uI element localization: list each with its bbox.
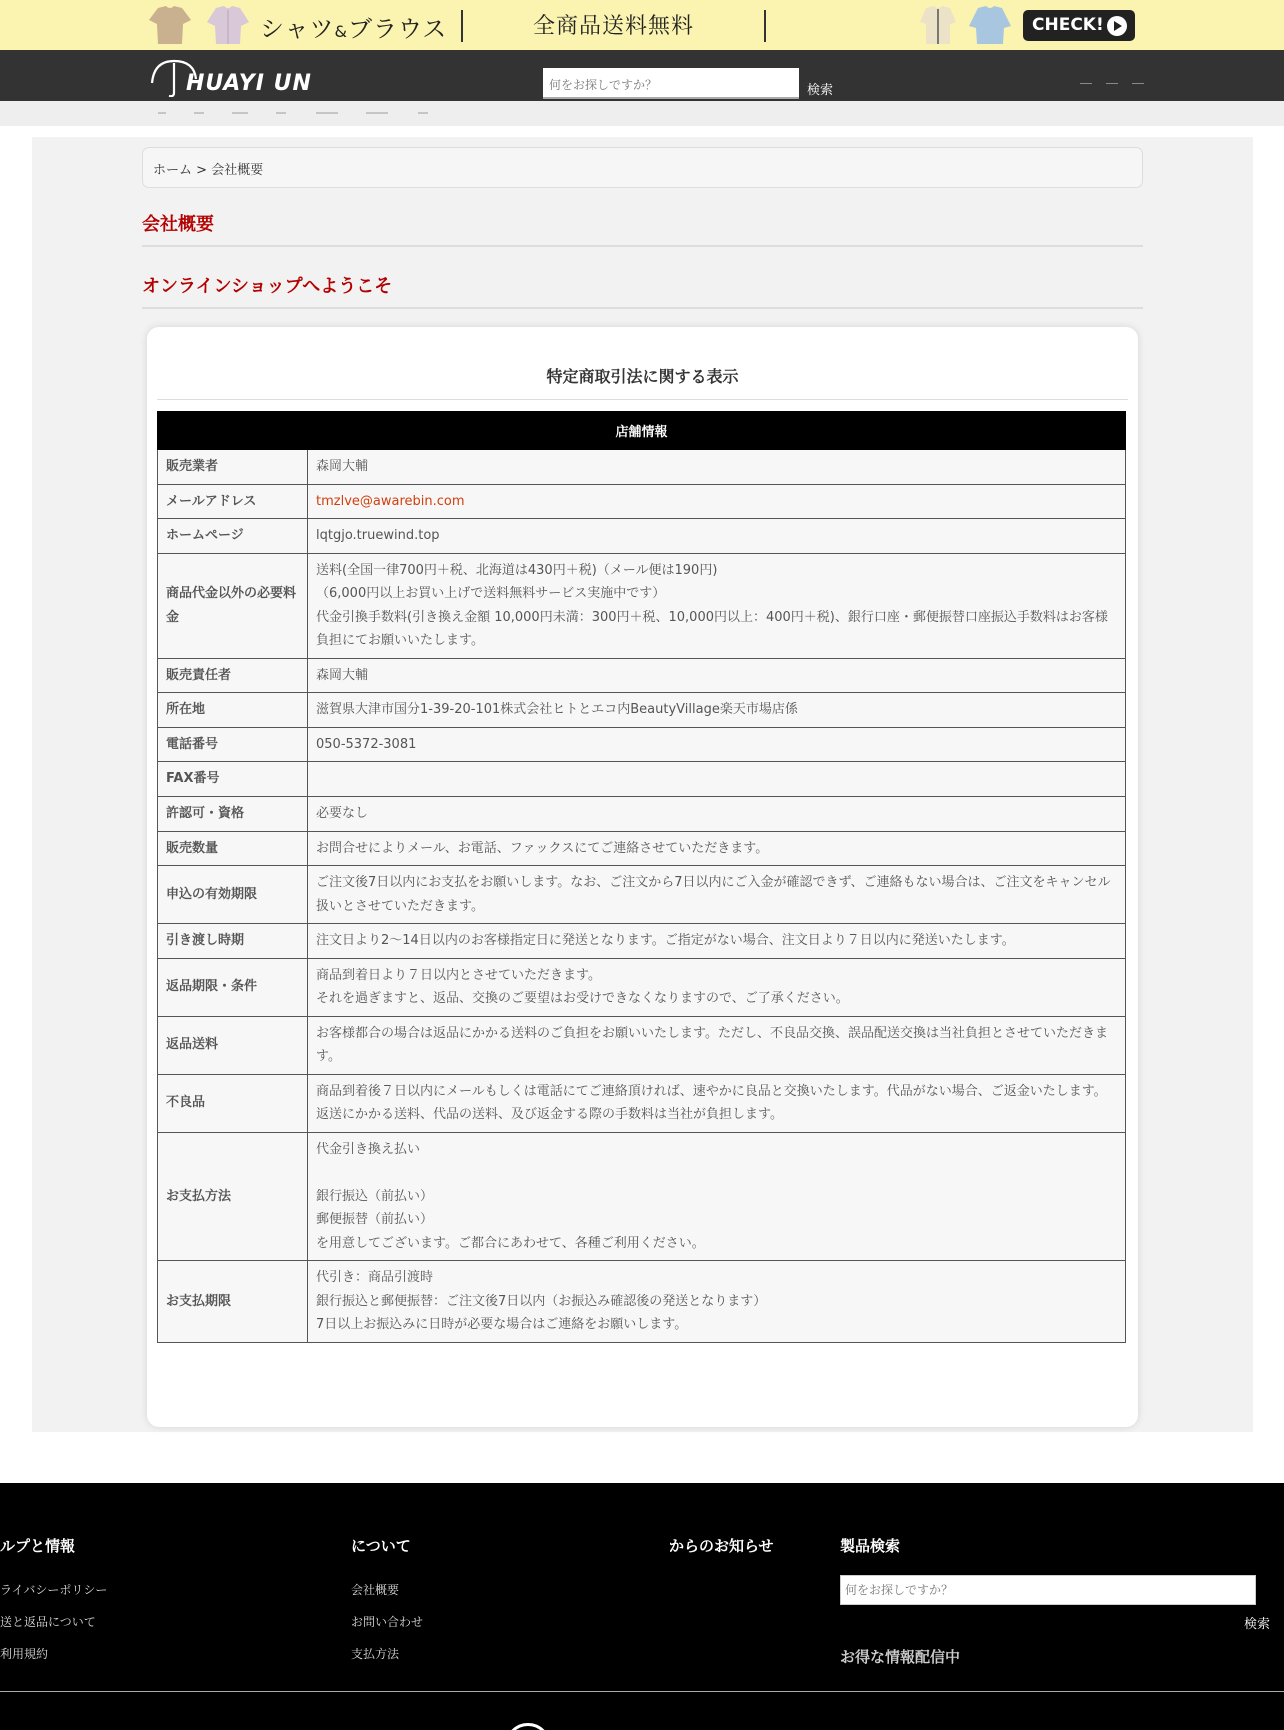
row-value [308,762,1126,797]
row-value [308,831,1126,866]
row-value [308,1016,1126,1074]
legal-notice-card [147,327,1138,1427]
nav-item[interactable] [194,112,204,114]
newsletter-heading: お得な情報配信中 [840,1648,961,1666]
table-row [158,924,1126,959]
value-line: 7日以上お振込みに日時が必要な場合はご連絡をお願いします。 [316,1317,688,1332]
footer-search-input[interactable] [840,1575,1256,1605]
value-line: 必要なし [316,806,369,821]
row-value [308,450,1126,485]
row-label: メールアドレス [158,484,308,519]
row-value [308,519,1126,554]
footer-about-title: について [351,1537,411,1555]
footer-search-title: 製品検索 [840,1537,901,1555]
footer-link-shipping-returns[interactable]: 送と返品について [0,1615,96,1629]
row-value [308,797,1126,832]
main-nav [0,101,1284,126]
table-row [158,831,1126,866]
footer-link-contact[interactable]: お問い合わせ [351,1615,424,1629]
shirt-image [148,4,192,46]
row-label: 返品期限・条件 [158,958,308,1016]
value-line: それを過ぎますと、返品、交換のご要望はお受けできなくなりますので、ご了承ください。 [316,991,849,1006]
row-label: 電話番号 [158,727,308,762]
table-row [158,658,1126,693]
row-label: FAX番号 [158,762,308,797]
row-value [308,1074,1126,1132]
nav-item[interactable] [316,112,338,114]
row-value [308,924,1126,959]
row-value [308,484,1126,519]
table-row [158,958,1126,1016]
value-line: 銀行振込（前払い） [316,1188,434,1204]
table-row [158,866,1126,924]
row-value [308,866,1126,924]
table-row [158,762,1126,797]
email-link[interactable]: tmzlve@awarebin.com [316,493,465,509]
value-line: 滋賀県大津市国分1-39-20-101株式会社ヒトとエコ内BeautyVillage楽天市場店係 [316,702,798,717]
card-title: 特定商取引法に関する表示 [546,367,739,386]
row-label: 許認可・資格 [158,797,308,832]
table-row [158,519,1126,554]
row-value [308,693,1126,728]
value-line: 商品到着日より７日以内とさせていただきます。 [316,967,601,983]
nav-item[interactable] [366,112,388,114]
row-value [308,1261,1126,1343]
row-label: 商品代金以外の必要料金 [158,553,308,658]
logo-text[interactable]: HUAYI UN [186,71,312,96]
value-line: 050-5372-3081 [316,736,417,752]
value-line: 送料(全国一律700円＋税、北海道は430円＋税)（メール便は190円) [316,562,718,578]
nav-item[interactable] [232,112,248,114]
value-line: 森岡大輔 [316,459,369,474]
value-line: 代金引き換え払い [316,1141,421,1157]
footer-search-button[interactable]: 検索 [1244,1613,1270,1632]
header-link[interactable] [1132,83,1144,84]
table-row [158,1132,1126,1261]
row-value [308,1132,1126,1261]
table-row [158,1074,1126,1132]
row-label: 販売責任者 [158,658,308,693]
value-line: 注文日より2〜14日以内のお客様指定日に発送となります。ご指定がない場合、注文日より７日以内に発送いたします。 [316,933,1015,948]
banner-divider [764,10,766,42]
footer-link-terms[interactable]: 利用規約 [0,1647,49,1661]
row-value [308,958,1126,1016]
nav-item[interactable] [158,112,166,114]
row-label: 販売業者 [158,450,308,485]
header-links [1066,73,1144,92]
row-label: 販売数量 [158,831,308,866]
table-row [158,693,1126,728]
footer-link-privacy[interactable]: ライバシーポリシー [0,1583,108,1597]
table-row [158,797,1126,832]
value-line: 代引き：商品引渡時 [316,1270,434,1285]
blouse-image [206,4,250,46]
footer-link-company[interactable]: 会社概要 [351,1583,400,1597]
breadcrumb [142,147,1143,188]
table-row [158,553,1126,658]
table-header: 店舗情報 [158,412,1126,450]
value-line [316,1161,1117,1185]
footer-help-title: ルプと情報 [0,1537,76,1555]
row-label: 不良品 [158,1074,308,1132]
cardigan-image [916,4,960,46]
row-value [308,553,1126,658]
row-label: お支払期限 [158,1261,308,1343]
row-label: 返品送料 [158,1016,308,1074]
promo-banner[interactable] [0,0,1284,50]
row-label: お支払方法 [158,1132,308,1261]
table-row [158,450,1126,485]
welcome-heading: オンラインショップへようこそ [142,276,393,297]
table-row [158,1016,1126,1074]
main-content [32,137,1253,1432]
row-value [308,658,1126,693]
store-info-table [157,411,1126,1343]
breadcrumb-separator: > [192,163,212,178]
shirt-blue-image [968,4,1012,46]
value-line: （6,000円以上お買い上げで送料無料サービス実施中です） [316,586,666,601]
breadcrumb-current: 会社概要 [211,163,264,178]
footer-link-payment[interactable]: 支払方法 [351,1647,400,1661]
value-line: 森岡大輔 [316,667,369,683]
divider [142,245,1143,247]
value-line: お客様都合の場合は返品にかかる送料のご負担をお願いいたします。ただし、不良品交換、誤品配送交換は当社負担とさせていただきます。 [316,1025,1108,1064]
value-line: お問合せによりメール、お電話、ファックスにてご連絡させていただきます。 [316,840,769,856]
divider [142,307,1143,309]
table-row [158,484,1126,519]
value-line: 代金引換手数料(引き換え金額 10,000円未満：300円＋税、10,000円以上：400円＋税)、銀行口座・郵便振替口座振込手数料はお客様負担にてお願いいたします。 [316,609,1108,648]
row-label: 所在地 [158,693,308,728]
value-line: 郵便振替（前払い） [316,1212,434,1227]
site-footer [0,1483,1284,1730]
row-label: 申込の有効期限 [158,866,308,924]
table-row [158,727,1126,762]
banner-category-title: シャツ&ブラウス [260,15,448,43]
check-button[interactable]: CHECK! [1023,10,1135,41]
divider [0,1691,1284,1692]
nav-item[interactable] [418,112,428,114]
value-line: ご注文後7日以内にお支払をお願いします。なお、ご注文から7日以内にご入金が確認できず、ご連絡もない場合は、ご注文をキャンセル扱いとさせていただきます。 [316,875,1111,914]
value-line: を用意してございます。ご都合にあわせて、各種ご利用ください。 [316,1235,705,1251]
footer-news-title: からのお知らせ [669,1537,774,1555]
footer-logo-icon [505,1723,551,1730]
value-line: lqtgjo.truewind.top [316,528,440,543]
divider [157,399,1128,400]
header-link[interactable] [1106,83,1118,84]
site-header [0,50,1284,101]
breadcrumb-home-link[interactable]: ホーム [153,163,193,178]
banner-divider [461,10,463,42]
page-title: 会社概要 [142,214,214,235]
value-line [316,767,1117,791]
banner-free-shipping: 全商品送料無料 [533,14,695,39]
search-input[interactable] [543,68,799,99]
row-label: 引き渡し時期 [158,924,308,959]
header-link[interactable] [1080,83,1092,84]
nav-item[interactable] [276,112,286,114]
value-line: 銀行振込と郵便振替：ご注文後7日以内（お振込み確認後の発送となります） [316,1293,767,1309]
row-label: ホームページ [158,519,308,554]
table-row [158,1261,1126,1343]
value-line: 商品到着後７日以内にメールもしくは電話にてご連絡頂ければ、速やかに良品と交換いたします。代品がない場合、ご返金いたします。返送にかかる送料、代品の送料、及び返金する際の手数料は当社が負担します。 [316,1083,1107,1122]
row-value [308,727,1126,762]
play-circle-icon [1107,16,1127,36]
search-button[interactable]: 検索 [807,79,833,98]
